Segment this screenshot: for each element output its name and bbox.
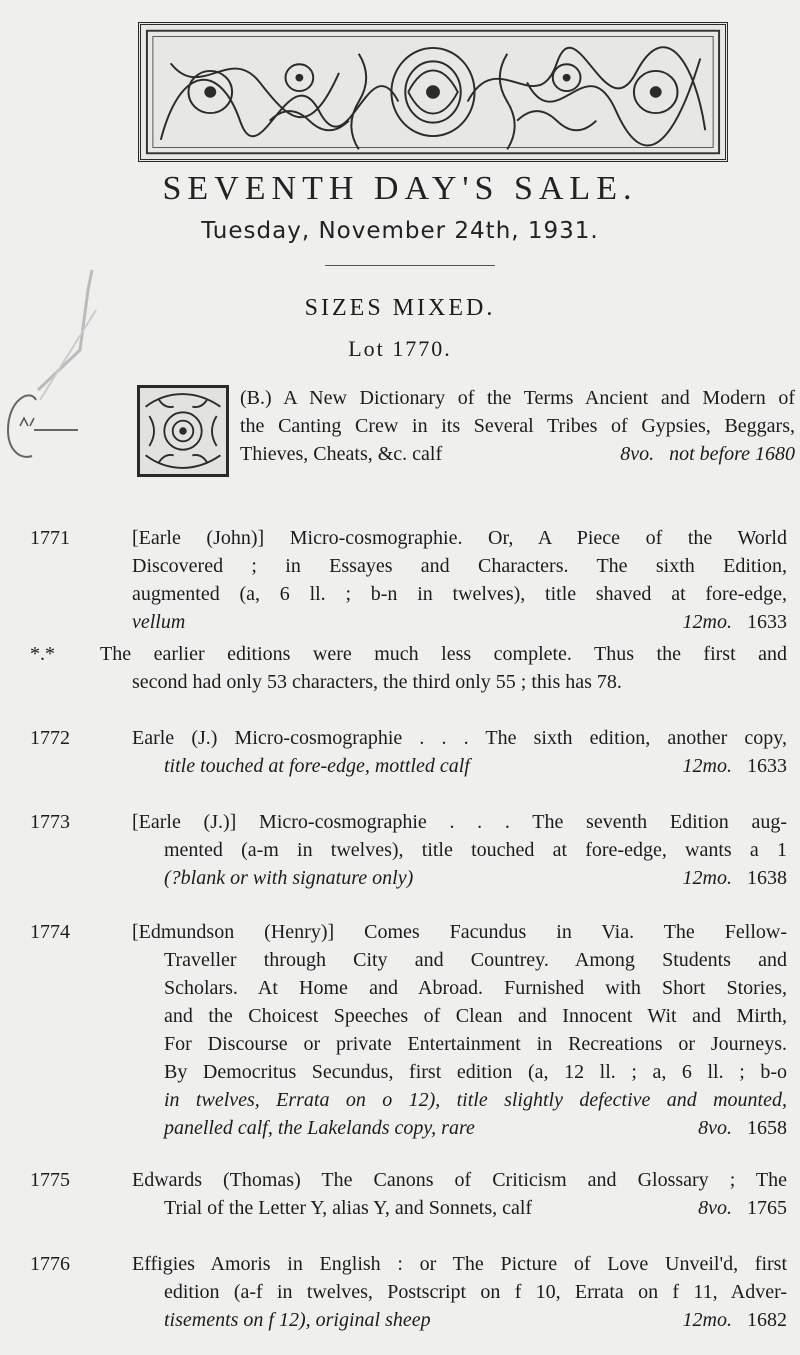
lot-line (132, 752, 787, 780)
lot-date: 1638 (747, 867, 787, 889)
lot-format: 12mo. (682, 867, 732, 889)
lot-line-text: panelled calf, the Lakelands copy, rare (164, 1117, 475, 1139)
lot-date: 1765 (747, 1197, 787, 1219)
lot-1770-line: the Canting Crew in its Several Tribes of Gypsies, Beggars, (240, 415, 795, 437)
lot-description (132, 1250, 787, 1334)
lot-description (132, 524, 787, 636)
lot-line (132, 864, 787, 892)
lot-line: mented (a-m in twelves), title touched at fore-edge, wants a 1 (164, 839, 787, 861)
lot-1770-description (240, 384, 795, 468)
lot-1770-format: 8vo. (620, 443, 655, 465)
pencil-annotation-image (0, 250, 135, 500)
lot-1770-line (240, 440, 795, 468)
lot-format-date (698, 1194, 787, 1222)
lot-line-text: tisements on f 12), original sheep (164, 1309, 431, 1331)
lot-heading: Lot 1770. (348, 336, 452, 361)
lot-line: and the Choicest Speeches of Clean and Innocent Wit and Mirth, (164, 1005, 787, 1027)
lot-format-date (698, 1114, 787, 1142)
section-heading: SIZES MIXED. (304, 295, 496, 321)
sale-title: SEVENTH DAY'S SALE. (162, 170, 638, 207)
lot-number: 1775 (30, 1169, 70, 1191)
lot-line: in twelves, Errata on o 12), title slightly defective and mounted, (164, 1089, 787, 1111)
lot-description (132, 808, 787, 892)
headpiece-ornament-image (141, 25, 725, 159)
lot-line (132, 1194, 787, 1222)
lot-line: For Discourse or private Entertainment in Recreations or Journeys. (164, 1033, 787, 1055)
lot-line: edition (a-f in twelves, Postscript on f 10, Errata on f 11, Adver- (164, 1281, 787, 1303)
lot-line: [Edmundson (Henry)] Comes Facundus in Via. The Fellow- (132, 921, 787, 943)
lot-format: 8vo. (698, 1117, 732, 1139)
lot-date: 1658 (747, 1117, 787, 1139)
lot-number: 1776 (30, 1253, 70, 1275)
lot-date: 1633 (747, 611, 787, 633)
note-line: The earlier editions were much less complete. Thus the first and (100, 643, 787, 665)
sale-date: Tuesday, November 24th, 1931. (201, 218, 599, 244)
lot-1770-format-date (620, 440, 795, 468)
lot-number: 1774 (30, 921, 70, 943)
lot-format-date (683, 1306, 787, 1334)
lot-format: 12mo. (682, 755, 732, 777)
lot-line: By Democritus Secundus, first edition (a, 12 ll. ; a, 6 ll. ; b-o (164, 1061, 787, 1083)
ornamental-headpiece (138, 22, 728, 162)
lot-line: [Earle (J.)] Micro-cosmographie . . . The seventh Edition aug- (132, 811, 787, 833)
lot-line (132, 1306, 787, 1334)
lot-description (132, 1166, 787, 1222)
lot-1770-date: not before 1680 (669, 443, 795, 465)
lot-line-text: Trial of the Letter Y, alias Y, and Sonnets, calf (164, 1197, 533, 1219)
lot-line: Edwards (Thomas) The Canons of Criticism and Glossary ; The (132, 1169, 787, 1191)
lot-line: Earle (J.) Micro-cosmographie . . . The sixth edition, another copy, (132, 727, 787, 749)
note-line: second had only 53 characters, the third only 55 ; this has 78. (132, 671, 622, 693)
lot-format-date (683, 752, 787, 780)
lot-date: 1682 (747, 1309, 787, 1331)
lot-date: 1633 (747, 755, 787, 777)
lot-line (132, 608, 787, 636)
note-text (100, 640, 787, 696)
lot-number: 1773 (30, 811, 70, 833)
lot-format-date (683, 864, 787, 892)
lot-format-date (683, 608, 787, 636)
margin-pencil-marks (0, 250, 135, 500)
lot-line-text: (?blank or with signature only) (164, 867, 414, 889)
lot-line: [Earle (John)] Micro-cosmographie. Or, A Piece of the World (132, 527, 787, 549)
note-mark: *.* (30, 643, 55, 665)
lot-line-text: title touched at fore-edge, mottled calf (164, 755, 470, 777)
lot-line: Effigies Amoris in English : or The Picture of Love Unveil'd, first (132, 1253, 787, 1275)
lot-line: Scholars. At Home and Abroad. Furnished with Short Stories, (164, 977, 787, 999)
lot-format: 12mo. (682, 611, 732, 633)
lot-1770-line-text: Thieves, Cheats, &c. calf (240, 443, 443, 465)
lot-format: 8vo. (698, 1197, 732, 1219)
lot-description (132, 724, 787, 780)
lot-line (132, 1114, 787, 1142)
lot-line-text: vellum (132, 611, 186, 633)
lot-description (132, 918, 787, 1142)
lot-line: augmented (a, 6 ll. ; b-n in twelves), title shaved at fore-edge, (132, 583, 787, 605)
lot-number: 1772 (30, 727, 70, 749)
lot-number: 1771 (30, 527, 70, 549)
vignette-ornament-image (140, 388, 226, 474)
lot-format: 12mo. (682, 1309, 732, 1331)
divider-rule (325, 265, 495, 266)
lot-line: Discovered ; in Essayes and Characters. The sixth Edition, (132, 555, 787, 577)
lot-vignette (137, 385, 229, 477)
lot-line: Traveller through City and Countrey. Among Students and (164, 949, 787, 971)
lot-1770-line: (B.) A New Dictionary of the Terms Ancient and Modern of (240, 387, 795, 409)
